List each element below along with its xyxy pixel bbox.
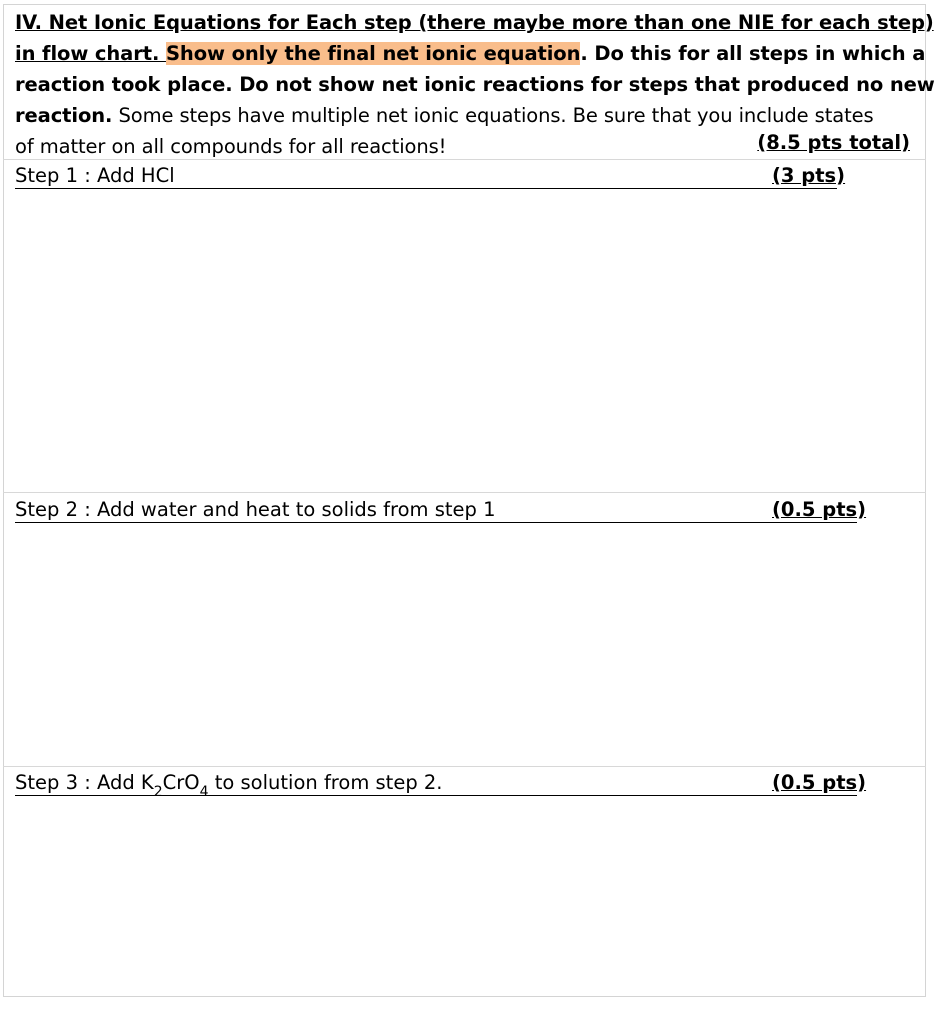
total-points: (8.5 pts total) [757, 131, 910, 154]
step-3-label: Step 3 : Add $K_2CrO_4$ to solution from step 2. [15, 771, 857, 796]
instruction-line-5: of matter on all compounds for all reactions! [15, 135, 447, 158]
step-1-label: Step 1 : Add HCl [15, 164, 837, 189]
step-3-points: (0.5 pts) [772, 771, 867, 794]
highlighted-instruction: Show only the final net ionic equation [165, 42, 581, 65]
divider [3, 492, 926, 493]
section-title: IV. Net Ionic Equations for Each step (there maybe more than one NIE for each step) [15, 11, 934, 34]
step-2-answer-area[interactable] [4, 526, 925, 764]
step-2-points: (0.5 pts) [772, 498, 867, 521]
step-1-answer-area[interactable] [4, 192, 925, 490]
step-1-points: (3 pts) [772, 164, 846, 187]
instruction-line-4: reaction. Some steps have multiple net ionic equations. Be sure that you include states [15, 104, 874, 127]
instruction-line-2: in flow chart. Show only the final net ionic equation. Do this for all steps in which a [15, 42, 926, 65]
instruction-line-3: reaction took place. Do not show net ionic reactions for steps that produced no new [15, 73, 935, 96]
step-3-answer-area[interactable] [4, 800, 925, 994]
step-2-label: Step 2 : Add water and heat to solids from step 1 [15, 498, 857, 523]
divider [3, 159, 926, 160]
divider [3, 766, 926, 767]
